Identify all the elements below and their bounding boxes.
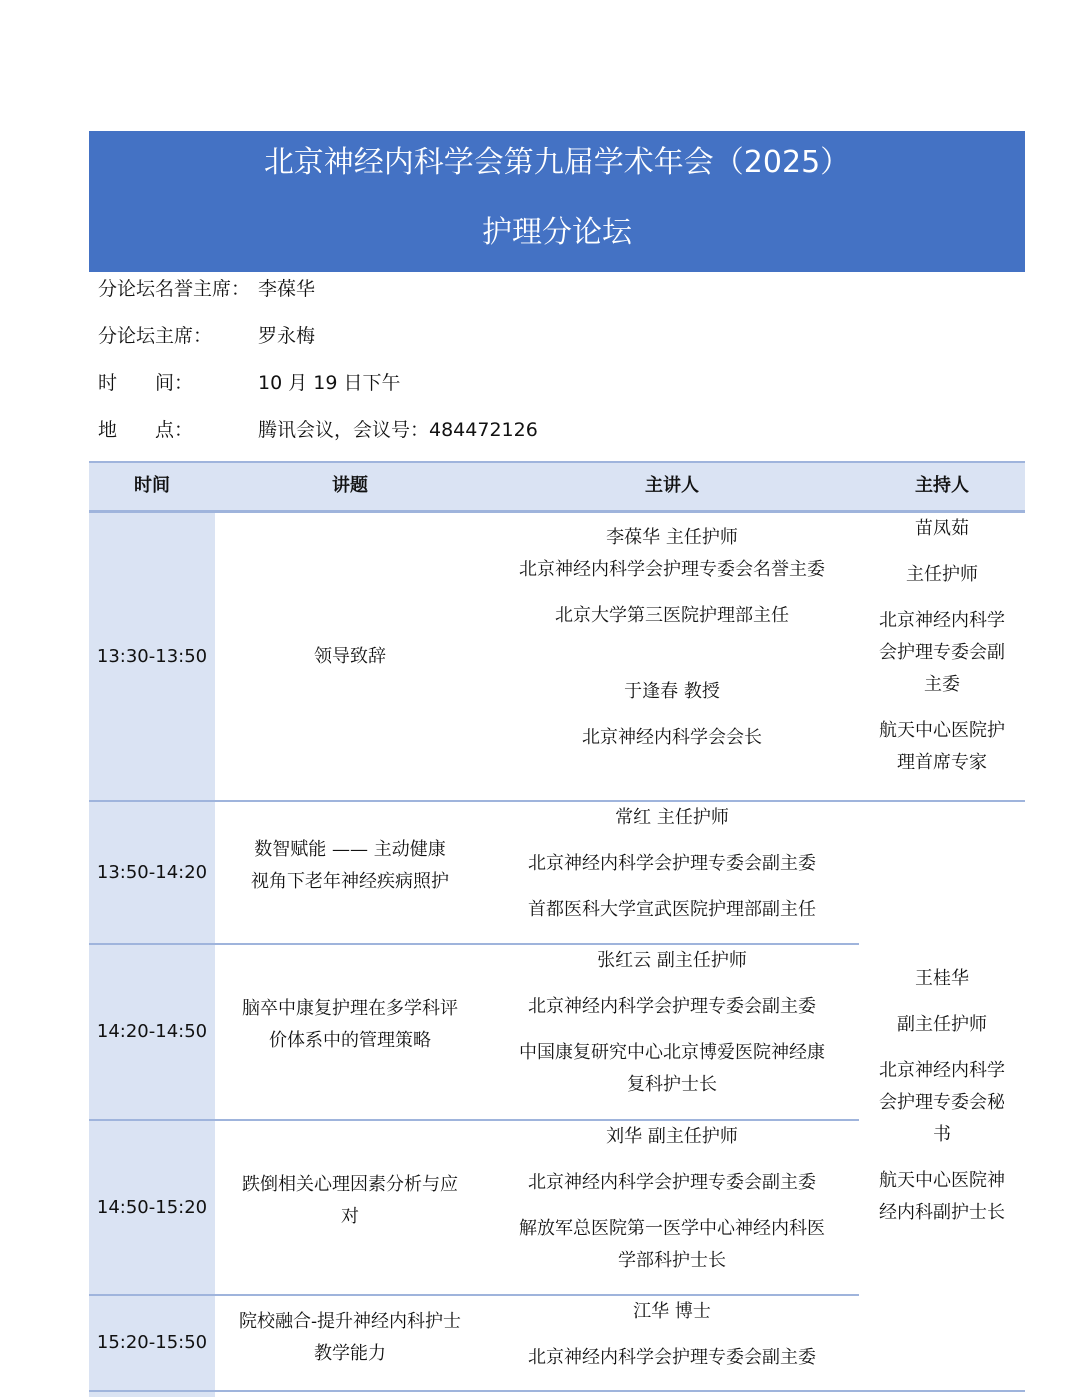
row1-topic: 领导致辞 — [314, 645, 386, 667]
row3-topic: 脑卒中康复护理在多学科评 价体系中的管理策略 — [242, 998, 458, 1051]
forum-title: 护理分论坛 — [482, 215, 632, 250]
row1-host: 苗凤茹 主任护师 北京神经内科学 会护理专委会副 主委 航天中心医院护 理首席专家 — [879, 518, 1005, 773]
title-banner — [89, 131, 1025, 272]
row3-speakers: 张红云 副主任护师 北京神经内科学会护理专委会副主委 中国康复研究中心北京博爱医院神经康 复科护士长 — [519, 950, 825, 1095]
row5-topic: 院校融合-提升神经内科护士 教学能力 — [238, 1311, 462, 1364]
rows2-5-host: 王桂华 副主任护师 北京神经内科学 会护理专委会秘 书 航天中心医院神 经内科副护士长 — [879, 968, 1005, 1223]
header-host: 主持人 — [915, 475, 969, 496]
row4-speakers: 刘华 副主任护师 北京神经内科学会护理专委会副主委 解放军总医院第一医学中心神经内科医 学部科护士长 — [519, 1126, 825, 1271]
row5-time: 15:20-15:50 — [96, 1332, 208, 1353]
header-speaker: 主讲人 — [645, 475, 699, 496]
row2-time: 13:50-14:20 — [96, 861, 208, 883]
rule-bottom — [89, 1390, 1025, 1392]
row4-time: 14:50-15:20 — [96, 1196, 208, 1218]
row1-speakers: 李葆华 主任护师 北京神经内科学会护理专委会名誉主委 北京大学第三医院护理部主任 于逢春 教授 北京神经内科学会会长 — [519, 527, 825, 748]
header-topic: 讲题 — [332, 475, 368, 496]
row3-time: 14:20-14:50 — [96, 1021, 208, 1042]
conference-title: 北京神经内科学会第九届学术年会（2025） — [263, 145, 851, 180]
header-time: 时间 — [134, 475, 170, 496]
row2-topic: 数智赋能 —— 主动健康 视角下老年神经疾病照护 — [251, 838, 449, 892]
row1-time: 13:30-13:50 — [96, 645, 208, 667]
row2-speakers: 常红 主任护师 北京神经内科学会护理专委会副主委 首都医科大学宣武医院护理部副主任 — [528, 807, 816, 920]
row5-speakers: 江华 博士 北京神经内科学会护理专委会副主委 — [528, 1301, 816, 1368]
row4-topic: 跌倒相关心理因素分析与应 对 — [242, 1173, 458, 1227]
